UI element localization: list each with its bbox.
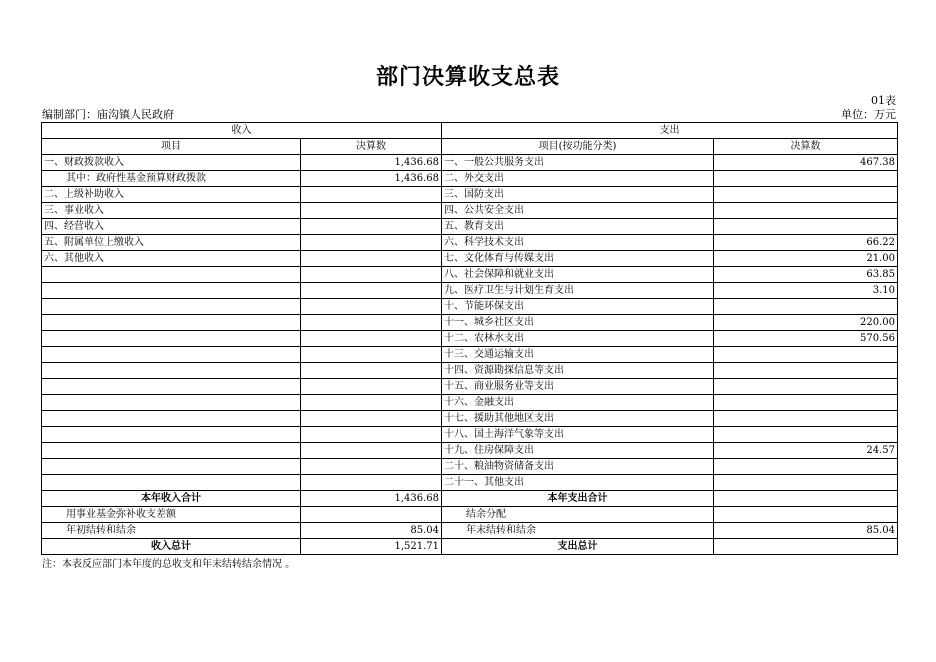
table-row [42,459,898,475]
expense-amount-cell [714,411,898,427]
expense-item-cell: 七、文化体育与传媒支出 [442,251,714,267]
department-label: 编制部门：庙沟镇人民政府 [42,108,174,121]
form-number: 01表 [871,94,896,107]
expense-amount-cell [714,187,898,203]
table-row [42,395,898,411]
expense-amount-cell [714,395,898,411]
income-item-cell [42,331,301,347]
table-row [42,203,898,219]
income-amount-cell: 1,436.68 [301,155,442,171]
expense-section-header: 支出 [442,123,898,139]
income-amount-cell [301,379,442,395]
grand-total-row [42,539,898,555]
income-item-header: 项目 [42,139,301,155]
table-row [42,443,898,459]
expense-amount-header: 决算数 [714,139,898,155]
column-header-row [42,139,898,155]
year-expense-total-label: 本年支出合计 [442,491,714,507]
begin-carryover-label: 年初结转和结余 [42,523,301,539]
expense-item-cell: 十一、城乡社区支出 [442,315,714,331]
table-row [42,251,898,267]
table-row [42,187,898,203]
expense-amount-cell: 63.85 [714,267,898,283]
income-item-cell [42,347,301,363]
end-carryover-label: 年末结转和结余 [442,523,714,539]
expense-amount-cell [714,347,898,363]
income-item-cell [42,475,301,491]
income-item-cell [42,459,301,475]
income-amount-cell [301,203,442,219]
expense-amount-cell: 467.38 [714,155,898,171]
fund-row [42,507,898,523]
income-expense-table [41,122,898,555]
expense-amount-cell: 24.57 [714,443,898,459]
income-item-cell [42,283,301,299]
income-amount-cell [301,219,442,235]
income-amount-cell [301,331,442,347]
table-row [42,475,898,491]
expense-amount-cell [714,203,898,219]
expense-amount-cell: 66.22 [714,235,898,251]
distribution-label: 结余分配 [442,507,714,523]
income-item-cell [42,443,301,459]
fund-value [301,507,442,523]
expense-item-cell: 二十一、其他支出 [442,475,714,491]
expense-item-cell: 二、外交支出 [442,171,714,187]
income-item-cell [42,315,301,331]
income-item-cell [42,267,301,283]
income-amount-cell [301,363,442,379]
income-item-cell [42,379,301,395]
expense-item-cell: 十四、资源勘探信息等支出 [442,363,714,379]
income-grand-total-value: 1,521.71 [301,539,442,555]
income-amount-cell: 1,436.68 [301,171,442,187]
expense-amount-cell [714,171,898,187]
expense-amount-cell [714,427,898,443]
income-amount-cell [301,411,442,427]
year-income-total-value: 1,436.68 [301,491,442,507]
begin-carryover-value: 85.04 [301,523,442,539]
income-amount-cell [301,283,442,299]
table-row [42,411,898,427]
income-amount-cell [301,427,442,443]
income-amount-cell [301,395,442,411]
income-amount-cell [301,187,442,203]
income-item-cell [42,363,301,379]
income-item-cell: 四、经营收入 [42,219,301,235]
expense-amount-cell: 3.10 [714,283,898,299]
expense-item-cell: 十五、商业服务业等支出 [442,379,714,395]
expense-amount-cell [714,475,898,491]
income-amount-cell [301,475,442,491]
expense-item-cell: 二十、粮油物资储备支出 [442,459,714,475]
table-row [42,235,898,251]
income-grand-total-label: 收入总计 [42,539,301,555]
expense-amount-cell [714,219,898,235]
income-item-cell: 五、附属单位上缴收入 [42,235,301,251]
table-row [42,219,898,235]
income-amount-cell [301,235,442,251]
expense-item-cell: 十三、交通运输支出 [442,347,714,363]
income-item-cell [42,427,301,443]
table-row [42,363,898,379]
expense-amount-cell: 220.00 [714,315,898,331]
income-item-cell: 三、事业收入 [42,203,301,219]
income-amount-cell [301,347,442,363]
income-item-cell [42,299,301,315]
expense-grand-total-label: 支出总计 [442,539,714,555]
table-row [42,427,898,443]
table-row [42,299,898,315]
footnote: 注：本表反应部门本年度的总收支和年末结转结余情况 。 [42,559,296,570]
table-row [42,267,898,283]
income-amount-header: 决算数 [301,139,442,155]
distribution-value [714,507,898,523]
expense-amount-cell: 570.56 [714,331,898,347]
expense-item-cell: 十、节能环保支出 [442,299,714,315]
table-row [42,315,898,331]
end-carryover-value: 85.04 [714,523,898,539]
expense-item-cell: 十二、农林水支出 [442,331,714,347]
table-row [42,347,898,363]
expense-item-cell: 四、公共安全支出 [442,203,714,219]
expense-item-cell: 八、社会保障和就业支出 [442,267,714,283]
expense-amount-cell [714,299,898,315]
expense-amount-cell: 21.00 [714,251,898,267]
expense-grand-total-value [714,539,898,555]
section-header-row [42,123,898,139]
expense-item-cell: 五、教育支出 [442,219,714,235]
year-total-row [42,491,898,507]
table-row [42,155,898,171]
income-item-cell [42,395,301,411]
income-amount-cell [301,251,442,267]
income-amount-cell [301,443,442,459]
expense-item-cell: 十七、援助其他地区支出 [442,411,714,427]
expense-item-cell: 十八、国土海洋气象等支出 [442,427,714,443]
year-income-total-label: 本年收入合计 [42,491,301,507]
table-row [42,283,898,299]
expense-item-cell: 十九、住房保障支出 [442,443,714,459]
year-expense-total-value [714,491,898,507]
income-amount-cell [301,267,442,283]
income-amount-cell [301,459,442,475]
expense-item-cell: 六、科学技术支出 [442,235,714,251]
carryover-row [42,523,898,539]
expense-amount-cell [714,379,898,395]
expense-item-cell: 一、一般公共服务支出 [442,155,714,171]
expense-item-cell: 三、国防支出 [442,187,714,203]
table-row [42,171,898,187]
expense-item-cell: 九、医疗卫生与计划生育支出 [442,283,714,299]
unit-label: 单位：万元 [841,108,896,121]
income-section-header: 收入 [42,123,442,139]
expense-amount-cell [714,459,898,475]
income-amount-cell [301,299,442,315]
income-item-cell: 其中：政府性基金预算财政拨款 [42,171,301,187]
income-item-cell: 一、财政拨款收入 [42,155,301,171]
income-item-cell: 二、上级补助收入 [42,187,301,203]
fund-label: 用事业基金弥补收支差额 [42,507,301,523]
table-row [42,331,898,347]
expense-item-header: 项目(按功能分类) [442,139,714,155]
expense-amount-cell [714,363,898,379]
income-item-cell [42,411,301,427]
page-title: 部门决算收支总表 [375,64,560,90]
income-item-cell: 六、其他收入 [42,251,301,267]
income-amount-cell [301,315,442,331]
expense-item-cell: 十六、金融支出 [442,395,714,411]
table-row [42,379,898,395]
